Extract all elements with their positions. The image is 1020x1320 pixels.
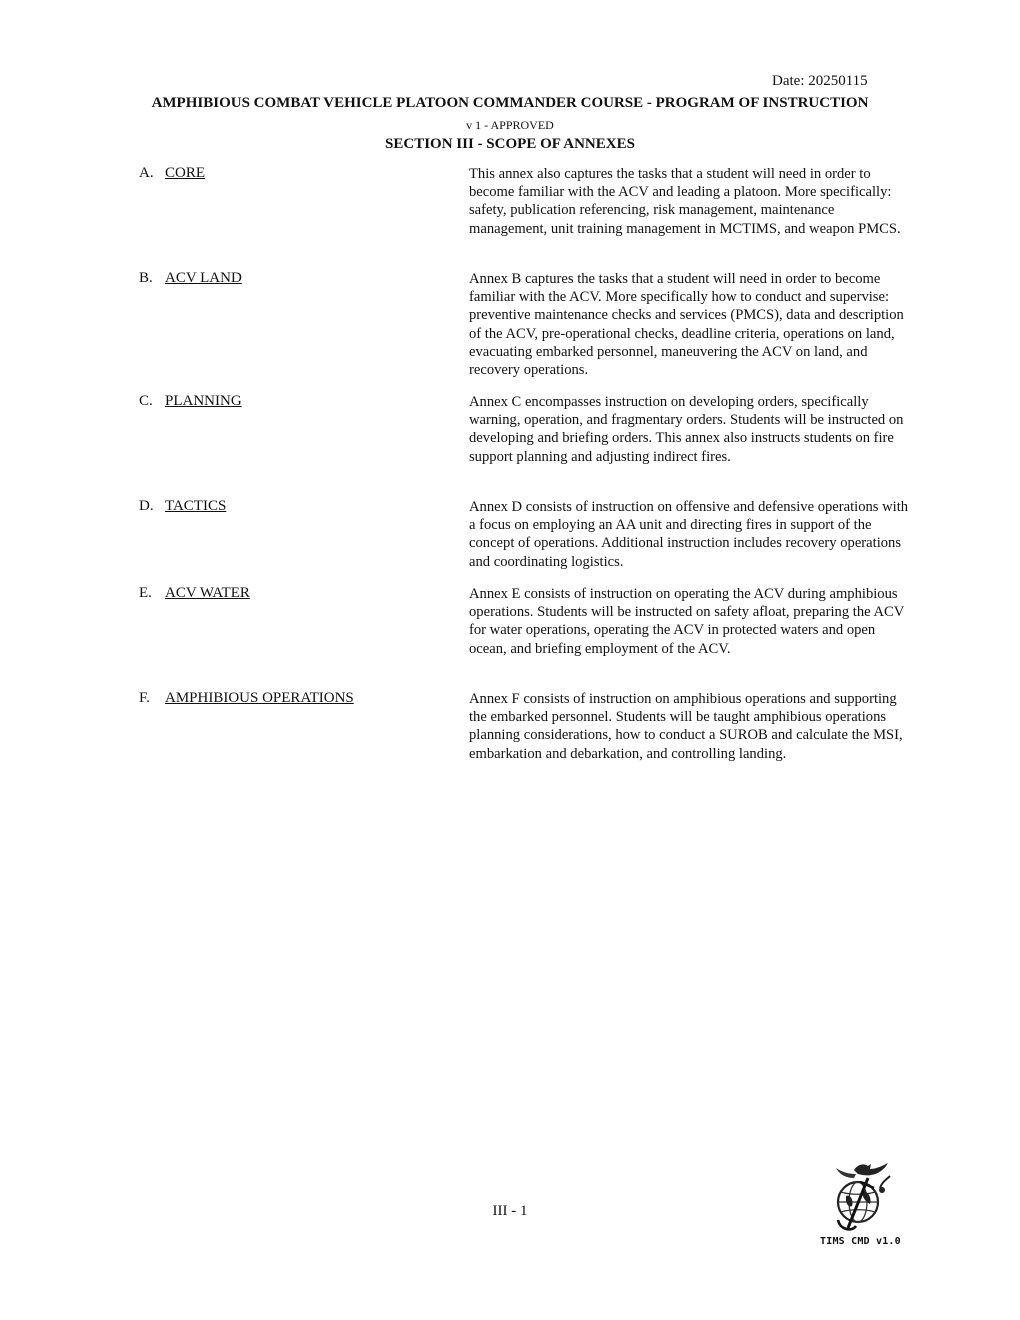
emblem-label: TIMS CMD v1.0 [820,1236,901,1247]
page-number: III - 1 [492,1203,528,1219]
annex-letter: E. [139,585,152,601]
annex-description: Annex F consists of instruction on amphibious operations and supporting the embarked personnel. Students will be taught amphibious operations planning considerations, how to conduct a SUROB and calculate the MSI, embarkation and debarkation, and controlling landing. [469,691,903,762]
annex-name: PLANNING [165,393,242,409]
annex-name: TACTICS [165,498,227,514]
annex-name: CORE [165,165,206,181]
annex-description: Annex E consists of instruction on operating the ACV during amphibious operations. Students will be instructed on safety afloat, preparing the ACV for water operations, operating the ACV in protected waters and open ocean, and briefing employment of the ACV. [469,586,905,657]
annex-letter: D. [139,498,154,514]
eagle-globe-anchor-emblem-icon [824,1160,896,1234]
annex-name: ACV LAND [165,270,242,286]
annex-name: ACV WATER [165,585,250,601]
annex-name: AMPHIBIOUS OPERATIONS [165,690,354,706]
annex-letter: B. [139,270,153,286]
annex-letter: F. [139,690,150,706]
annex-description: This annex also captures the tasks that a student will need in order to become familiar with the ACV and leading a platoon. More specifically: safety, publication referencing, risk management, maintenance management, unit training management in MCTIMS, and weapon PMCS. [469,166,901,237]
annex-description: Annex C encompasses instruction on developing orders, specifically warning, operation, and fragmentary orders. Students will be instructed on developing and briefing orders. This annex also instructs students on fire support planning and adjusting indirect fires. [469,394,904,465]
annex-letter: C. [139,393,153,409]
annex-description: Annex D consists of instruction on offensive and defensive operations with a focus on employing an AA unit and directing fires in support of the concept of operations. Additional instruction includes recovery operations and coordinating logistics. [469,499,909,570]
version-status: v 1 - APPROVED [466,118,554,132]
date-line: Date: 20250115 [772,73,868,89]
annex-letter: A. [139,165,154,181]
section-title: SECTION III - SCOPE OF ANNEXES [385,136,635,152]
course-title: AMPHIBIOUS COMBAT VEHICLE PLATOON COMMANDER COURSE - PROGRAM OF INSTRUCTION [151,95,869,111]
annex-description: Annex B captures the tasks that a student will need in order to become familiar with the ACV. More specifically how to conduct and supervise: preventive maintenance checks and services (PMCS), data and description of the ACV, pre-operational checks, deadline criteria, operations on land, evacuating embarked personnel, maneuvering the ACV on land, and recovery operations. [469,271,904,379]
